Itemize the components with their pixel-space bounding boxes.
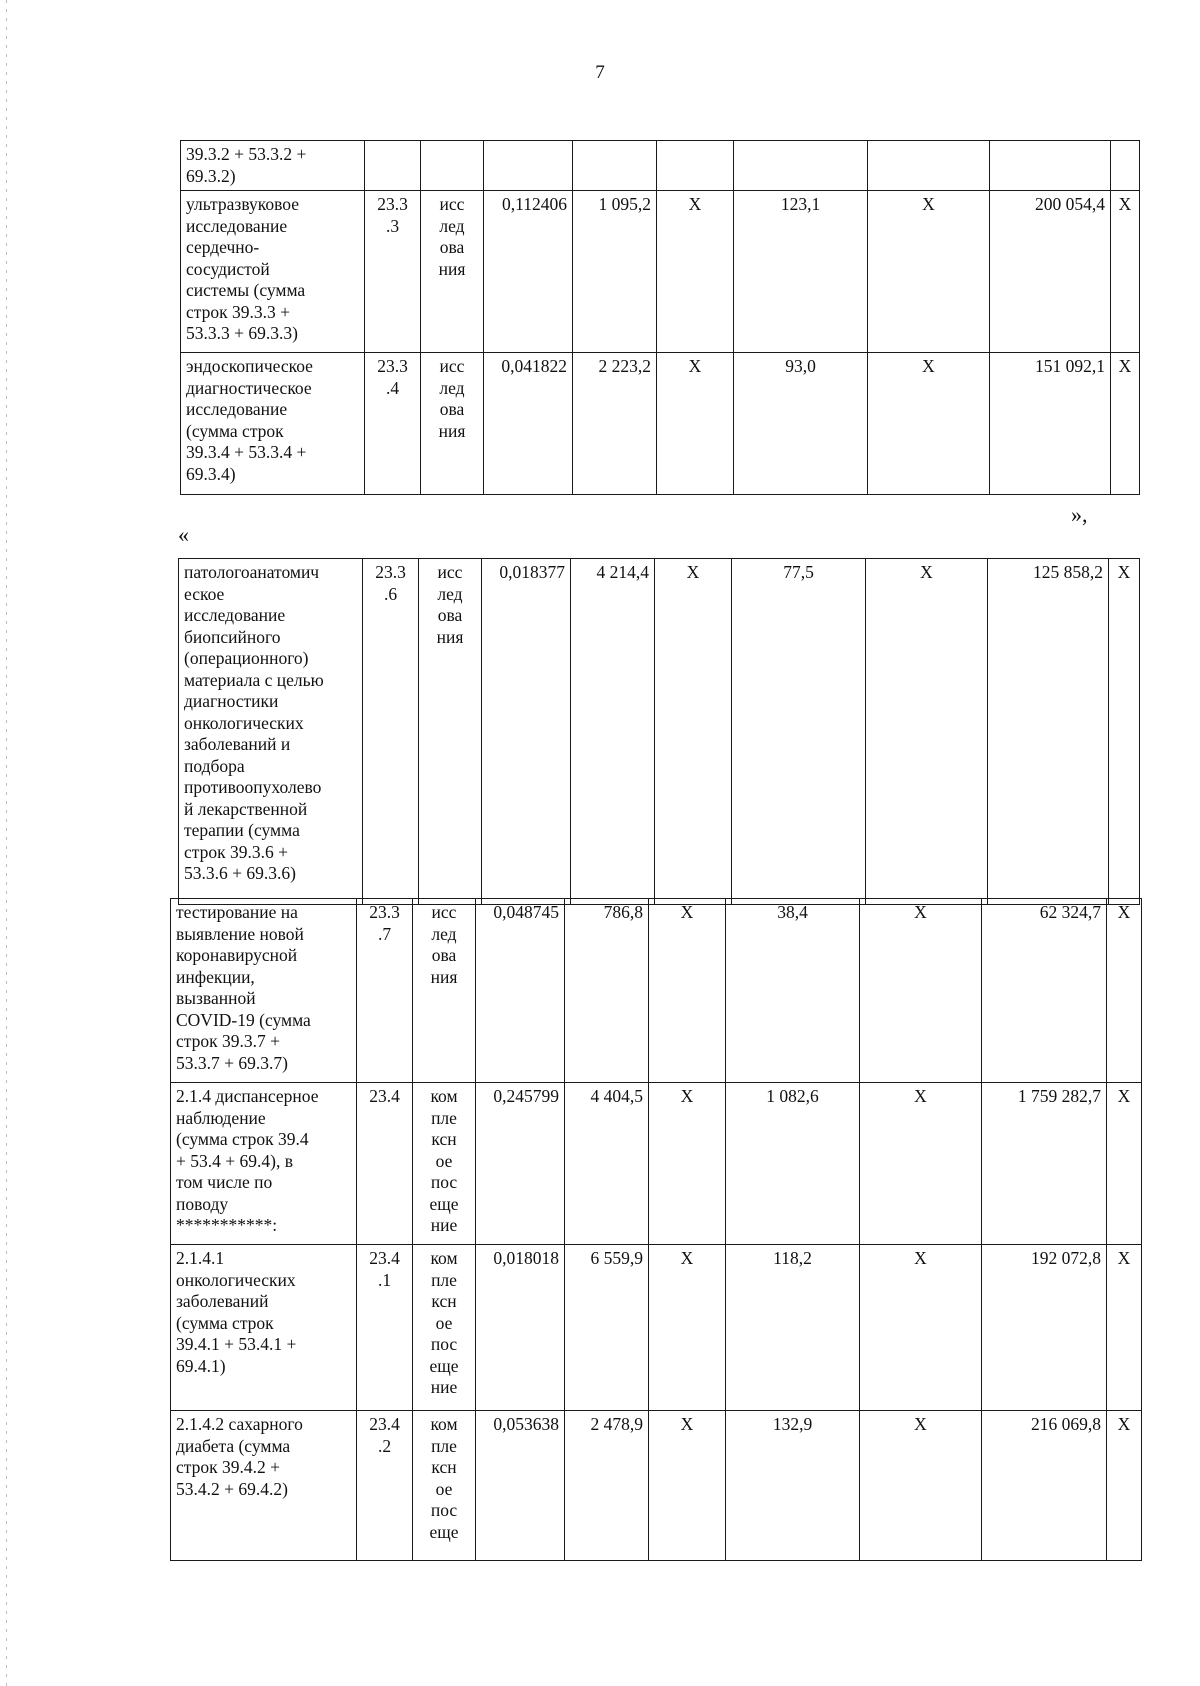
cell-c8: Х: [860, 1411, 982, 1561]
cell-c7: 1 082,6: [726, 1083, 860, 1245]
table-row: [171, 899, 1142, 1083]
cell-c10: Х: [1109, 559, 1140, 905]
cell-c4: 0,041822: [484, 353, 573, 495]
opening-quote: «: [178, 522, 189, 547]
row-code: 23.3 .3: [365, 191, 421, 353]
cell-c9: 200 054,4: [990, 191, 1111, 353]
scan-edge: [6, 0, 7, 1686]
closing-quote: »,: [1071, 502, 1088, 527]
row-code: 23.4: [357, 1083, 413, 1245]
cell-c9: 192 072,8: [982, 1245, 1107, 1411]
cell-c5: 2 478,9: [565, 1411, 649, 1561]
row-code: [365, 141, 421, 191]
cell-c10: Х: [1107, 1245, 1142, 1411]
cell-c6: [657, 141, 734, 191]
cell-c9: 62 324,7: [982, 899, 1107, 1083]
cell-c5: 4 404,5: [565, 1083, 649, 1245]
cell-c4: 0,112406: [484, 191, 573, 353]
cell-c4: [484, 141, 573, 191]
table-row: [171, 1411, 1142, 1561]
row-unit: исс лед ова ния: [413, 899, 476, 1083]
cell-c8: Х: [868, 191, 990, 353]
table-fragment-a: [180, 140, 1140, 495]
row-name: 2.1.4 диспансерное наблюдение (сумма строк 39.4 + 53.4 + 69.4), в том числе по поводу ***********:: [171, 1083, 357, 1245]
cell-c4: 0,018377: [482, 559, 571, 905]
row-name: патологоанатомич еское исследование биопсийного (операционного) материала с целью диагностики онкологических заболеваний и подбора противоопухолево й лекарственной терапии (сумма строк 39.3.6 + 53.3.6 + 69.3.6): [179, 559, 363, 905]
cell-c6: Х: [649, 899, 726, 1083]
cell-c10: Х: [1107, 1411, 1142, 1561]
cell-c10: Х: [1107, 899, 1142, 1083]
row-name: тестирование на выявление новой коронавирусной инфекции, вызванной COVID-19 (сумма строк 39.3.7 + 53.3.7 + 69.3.7): [171, 899, 357, 1083]
cell-c5: 1 095,2: [573, 191, 657, 353]
row-code: 23.3 .6: [363, 559, 419, 905]
table-row: [171, 1083, 1142, 1245]
cell-c5: 786,8: [565, 899, 649, 1083]
cell-c7: 93,0: [734, 353, 868, 495]
cell-c4: 0,053638: [476, 1411, 565, 1561]
cell-c10: Х: [1111, 353, 1140, 495]
cell-c4: 0,018018: [476, 1245, 565, 1411]
cell-c10: Х: [1107, 1083, 1142, 1245]
row-code: 23.4 .2: [357, 1411, 413, 1561]
cell-c8: [868, 141, 990, 191]
row-name: эндоскопическое диагностическое исследование (сумма строк 39.3.4 + 53.3.4 + 69.3.4): [181, 353, 365, 495]
row-unit: ком пле ксн ое пос еще ние: [413, 1245, 476, 1411]
table-row: [179, 559, 1140, 905]
cell-c4: 0,245799: [476, 1083, 565, 1245]
cell-c8: Х: [860, 1245, 982, 1411]
table-fragment-c: [170, 898, 1142, 1561]
row-unit: ком пле ксн ое пос еще: [413, 1411, 476, 1561]
table-row: [181, 191, 1140, 353]
cell-c8: Х: [860, 899, 982, 1083]
cell-c6: Х: [655, 559, 732, 905]
row-name: 39.3.2 + 53.3.2 + 69.3.2): [181, 141, 365, 191]
row-unit: ком пле ксн ое пос еще ние: [413, 1083, 476, 1245]
cell-c6: Х: [657, 353, 734, 495]
cell-c8: Х: [866, 559, 988, 905]
cell-c6: Х: [649, 1411, 726, 1561]
cell-c5: 6 559,9: [565, 1245, 649, 1411]
cell-c4: 0,048745: [476, 899, 565, 1083]
row-unit: исс лед ова ния: [419, 559, 482, 905]
row-unit: исс лед ова ния: [421, 191, 484, 353]
page-number: 7: [595, 62, 605, 83]
cell-c9: [990, 141, 1111, 191]
cell-c8: Х: [860, 1083, 982, 1245]
cell-c6: Х: [657, 191, 734, 353]
cell-c7: 132,9: [726, 1411, 860, 1561]
cell-c6: Х: [649, 1245, 726, 1411]
cell-c9: 151 092,1: [990, 353, 1111, 495]
cell-c10: [1111, 141, 1140, 191]
table-row: [181, 141, 1140, 191]
cell-c9: 125 858,2: [988, 559, 1109, 905]
cell-c10: Х: [1111, 191, 1140, 353]
row-code: 23.3 .7: [357, 899, 413, 1083]
row-name: ультразвуковое исследование сердечно- сосудистой системы (сумма строк 39.3.3 + 53.3.3 + 69.3.3): [181, 191, 365, 353]
row-unit: исс лед ова ния: [421, 353, 484, 495]
row-name: 2.1.4.1 онкологических заболеваний (сумма строк 39.4.1 + 53.4.1 + 69.4.1): [171, 1245, 357, 1411]
table-row: [181, 353, 1140, 495]
cell-c7: 77,5: [732, 559, 866, 905]
cell-c7: 118,2: [726, 1245, 860, 1411]
cell-c7: 38,4: [726, 899, 860, 1083]
table-row: [171, 1245, 1142, 1411]
cell-c7: [734, 141, 868, 191]
cell-c5: [573, 141, 657, 191]
table-fragment-b: [178, 558, 1140, 905]
row-unit: [421, 141, 484, 191]
cell-c6: Х: [649, 1083, 726, 1245]
cell-c9: 216 069,8: [982, 1411, 1107, 1561]
row-code: 23.4 .1: [357, 1245, 413, 1411]
row-code: 23.3 .4: [365, 353, 421, 495]
row-name: 2.1.4.2 сахарного диабета (сумма строк 39.4.2 + 53.4.2 + 69.4.2): [171, 1411, 357, 1561]
cell-c8: Х: [868, 353, 990, 495]
cell-c9: 1 759 282,7: [982, 1083, 1107, 1245]
cell-c5: 4 214,4: [571, 559, 655, 905]
cell-c5: 2 223,2: [573, 353, 657, 495]
cell-c7: 123,1: [734, 191, 868, 353]
